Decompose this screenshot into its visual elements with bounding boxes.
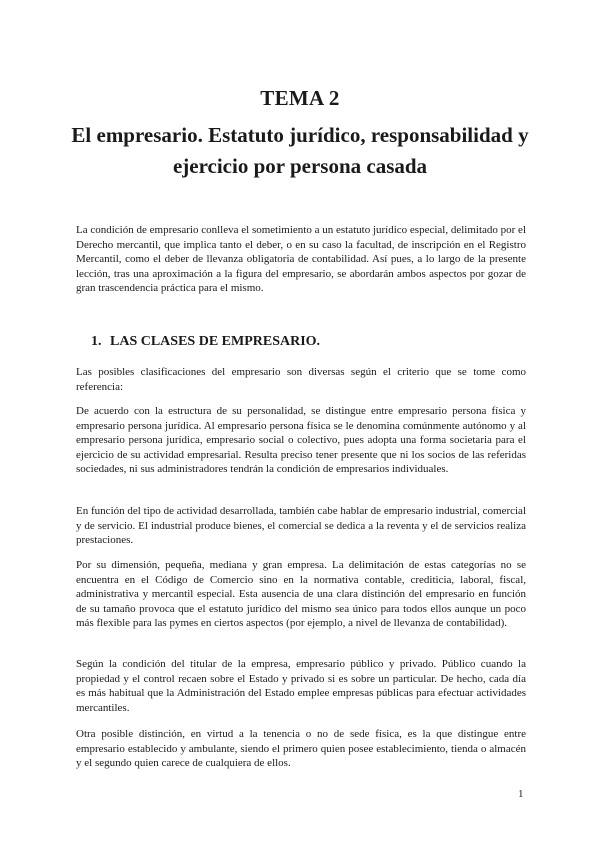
- paragraph-5: Según la condición del titular de la empresa, empresario público y privado. Público cuando la propiedad y el control recaen sobre el Estado y privado si es sobre un particular. De hecho, cada día es más habitual que la Administración del Estado emplee empresas públicas para efectuar actividades mercantiles.: [76, 658, 526, 714]
- intro-paragraph: La condición de empresario conlleva el sometimiento a un estatuto jurídico especial, delimitado por el Derecho mercantil, que implica tanto el deber, o en su caso la facultad, de inscripción en el Registro Mercantil, como el deber de llevanza obligatoria de contabilidad. Así pues, a lo largo de la presente lección, tras una aproximación a la figura del empresario, se abordarán ambos aspectos por gozar de gran trascendencia práctica para el mismo.: [76, 224, 526, 295]
- paragraph-1: Las posibles clasificaciones del empresario son diversas según el criterio que se tome como referencia:: [76, 366, 526, 393]
- paragraph-3: En función del tipo de actividad desarrollada, también cabe hablar de empresario industrial, comercial y de servicio. El industrial produce bienes, el comercial se dedica a la reventa y el de servicios realiza prestaciones.: [76, 505, 526, 547]
- chapter-title: El empresario. Estatuto jurídico, responsabilidad y ejercicio por persona casada: [71, 123, 529, 178]
- paragraph-2: De acuerdo con la estructura de su personalidad, se distingue entre empresario persona física y empresario persona jurídica. Al empresario persona física se le denomina comúnmente autónomo y al empresario persona jurídica, empresario social o colectivo, pues adopta una forma societaria para el ejercicio de su actividad empresarial. Resulta preciso tener presente que ni los socios de las referidas sociedades, ni sus administradores tendrán la condición de empresarios individuales.: [76, 405, 526, 476]
- paragraph-4: Por su dimensión, pequeña, mediana y gran empresa. La delimitación de estas categorías no se encuentra en el Código de Comercio sino en la normativa contable, crediticia, laboral, fiscal, administrativa y mercantil especial. Esta ausencia de una clara distinción del empresario en función de su tamaño provoca que el estatuto jurídico del mismo sea único para todos ellos aunque un poco más flexible para las pymes en ciertos aspectos (por ejemplo, a nivel de llevanza de contabilidad).: [76, 559, 526, 630]
- paragraph-6: Otra posible distinción, en virtud a la tenencia o no de sede física, es la que distingue entre empresario establecido y ambulante, siendo el primero quien posee establecimiento, tienda o almacén y el segundo quien carece de cualquiera de ellos.: [76, 728, 526, 770]
- page-number: 1: [518, 788, 524, 800]
- chapter-heading: TEMA 2: [260, 86, 340, 110]
- section-heading: [91, 334, 320, 350]
- section-number: 1.: [91, 334, 102, 349]
- section-title: LAS CLASES DE EMPRESARIO.: [110, 334, 321, 349]
